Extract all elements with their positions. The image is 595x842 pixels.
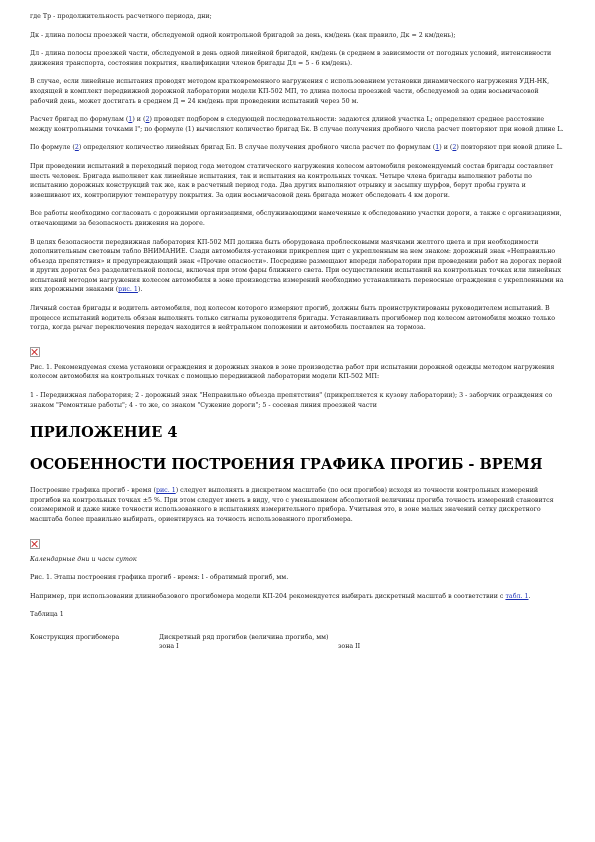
figure-1-link[interactable]: рис. 1: [155, 487, 176, 495]
paragraph-dl: Дл - длина полосы проезжей части, обследуемой в день одной линейной бригадой, км/день (в среднем в зависимости от погодных условий, интенсивности движения транспорта, состояния покрытия, квалификации членов бригады Дл = 5 - 6 км/день).: [30, 50, 552, 67]
figure-2: [30, 534, 565, 546]
calendar-axis-label: Календарные дни и часы суток: [30, 555, 137, 563]
figure-1: [30, 342, 565, 354]
paragraph-transition-period: При проведении испытаний в переходный период года методом статического нагружения колесом автомобиля рекомендуемый состав бригады составляет шесть человек. Бригада выполняет как линейные испытания, так и испытания на контрольных точках. Четыре члена бригады выполняют работы по испытанию дорожных конструкций так же, как в расчетный период года. Два других выполняют отрывку и засыпку шурфов, берут пробы грунта и взвешивают их, контролируют температуру покрытия. За один восьмичасовой день бригада может обследовать 4 км дороги.: [30, 162, 554, 199]
paragraph-udn: В случае, если линейные испытания проводят методом кратковременного нагружения с использованием установки динамического нагружения УДН-НК, входящей в комплект передвижной дорожной лаборатории модели КП-502 МП, то длина полосы проезжей части, обследуемой за один восьмичасовой рабочий день, может достигать в среднем Д = 24 км/день при проведении испытаний через 50 м.: [30, 78, 550, 105]
paragraph-driver: Личный состав бригады и водитель автомобиля, под колесом которого измеряют прогиб, должны быть проинструктированы руководителем испытаний. В процессе испытаний водитель обязан выполнять только сигналы руководителя бригады. Устанавливать прогибомер под колесом автомобиля можно только тогда, когда рычаг переключения передач находится в нейтральном положении и автомобиль поставлен на тормоза.: [30, 305, 556, 332]
formula-2-link[interactable]: 2: [145, 116, 150, 124]
figure-1-legend: 1 - Передвижная лаборатория; 2 - дорожный знак "Неправильно объезда препятствия" (прикрепляется к кузову лаборатории); 3 - заборчик ограждения со знаком "Ремонтные работы"; 4 - то же, со знаком "Сужение дороги"; 5 - сосевая линия проезжей части: [30, 392, 553, 409]
figure-1-caption: Рис. 1. Рекомендуемая схема установки ограждения и дорожных знаков в зоне производства работ при испытании дорожной одежды методом нагружения колесом автомобиля на контрольных точках с помощью передвижной лаборатории модели КП-502 МП:: [30, 363, 555, 381]
section-heading: ОСОБЕННОСТИ ПОСТРОЕНИЯ ГРАФИКА ПРОГИБ - ВРЕМЯ: [30, 456, 543, 474]
table-zone-1: зона I: [159, 642, 179, 650]
paragraph-graph: Построение графика прогиб - время (рис. 1) следует выполнять в дискретном масштабе (по оси прогибов) исходя из точности контрольных измерений прогибов на контрольных точках ±5 %. При этом следует иметь в виду, что с уменьшением абсолютной величины прогиба точность измерений становится соизмеримой и даже ниже точности использованного в испытаниях измерительного прибора. Учитывая это, в зоне малых значений сетку дискретного масштаба более правильно выбирать, ориентируясь на точность использованного прогибомера.: [30, 487, 554, 523]
appendix-heading: ПРИЛОЖЕНИЕ 4: [30, 424, 178, 442]
paragraph-dk: Дк - длина полосы проезжей части, обследуемой одной контрольной бригадой за день, км/день (как правило, Дк = 2 км/день);: [30, 31, 456, 39]
broken-image-icon: [30, 347, 40, 357]
paragraph-safety: В целях безопасности передвижная лаборатория КП-502 МП должна быть оборудована проблесковыми маячками желтого цвета и при необходимости дополнительным световым табло ВНИМАНИЕ. Сзади автомобиля-установки прикреплен щит с укрепленным на нем знаком: дорожный знак «Неправильно объезда препятствия» и предупреждающий знак «Прочие опасности». Посредине размещают впереди лаборатории при проведении работ на дорогах первой и других дорогах без разделительной полосы, включая при этом фары ближнего света. При осуществлении испытаний на контрольных точках или линейных испытаний методом нагружения колесом автомобиля в зоне производства измерений необходимо устанавливать переносные ограждения с укрепленными на них дорожными знаками (рис. 1).: [30, 238, 564, 294]
paragraph-linear-brigades: По формуле (2) определяют количество линейных бригад Бл. В случае получения дробного числа расчет по формулам (1) и (2) повторяют при новой длине L.: [30, 144, 563, 152]
formula-2-link[interactable]: 2: [74, 144, 79, 152]
table-title: Таблица 1: [30, 611, 64, 619]
broken-image-icon: [30, 539, 40, 549]
table-1: [30, 634, 565, 651]
paragraph-example: Например, при использовании длиннобазового прогибомера модели КП-204 рекомендуется выбирать дискретный масштаб в соответствии с табл. 1.: [30, 592, 531, 600]
paragraph-brigade-calc: Расчет бригад по формулам (1) и (2) проводят подбором в следующей последовательности: задаются длиной участка L; определяют среднее расстояние между контрольными точками l"; по формуле (1) вычисляют количество бригад Бк. В случае получения дробного числа расчет повторяют при новой длине L.: [30, 116, 564, 133]
table-1-link[interactable]: табл. 1: [505, 592, 529, 600]
formula-1-link[interactable]: 1: [128, 116, 133, 124]
formula-2-link[interactable]: 2: [452, 144, 457, 152]
figure-2-caption: Рис. 1. Этапы построения графика прогиб - время: l - обратимый прогиб, мм.: [30, 574, 289, 582]
table-header-discrete-series: Дискретный ряд прогибов (величина прогиба, мм): [159, 633, 329, 641]
figure-1-link[interactable]: рис. 1: [118, 286, 138, 294]
paragraph-coordination: Все работы необходимо согласовать с дорожными организациями, обслуживающими намеченные к обследованию участки дороги, а также с организациями, отвечающими за безопасность движения на дороге.: [30, 210, 562, 227]
paragraph-tp: где Тр - продолжительность расчетного периода, дни;: [30, 13, 212, 20]
formula-1-link[interactable]: 1: [435, 144, 440, 152]
table-zone-2: зона II: [338, 642, 361, 650]
table-header-construction: Конструкция прогибомера: [30, 633, 120, 641]
